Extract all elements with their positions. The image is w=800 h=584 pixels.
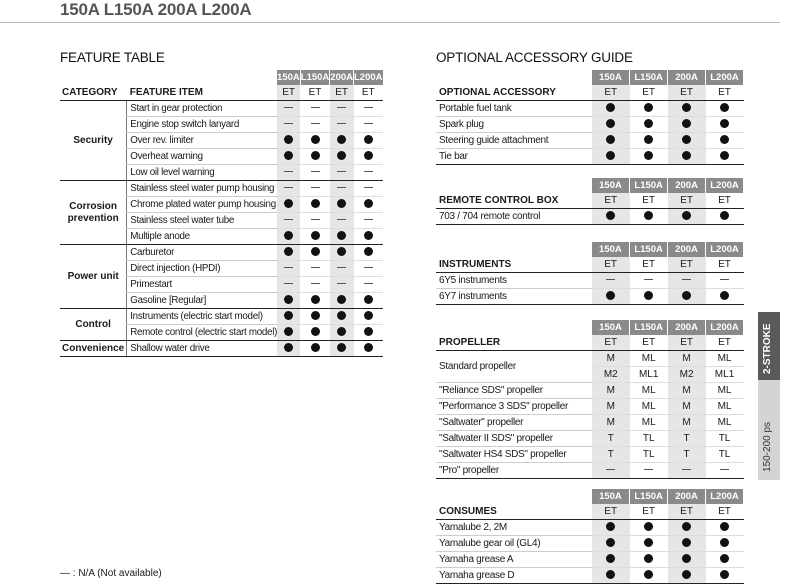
divider: [0, 22, 780, 23]
accessory-item: "Saltwater HS4 SDS" propeller: [436, 447, 592, 463]
footnote: — : N/A (Not available): [60, 568, 162, 579]
col-feature-item: FEATURE ITEM: [127, 85, 277, 101]
available-dot: [682, 119, 691, 128]
table-row: [436, 447, 744, 463]
feature-item: Direct injection (HPDI): [127, 261, 277, 277]
available-dot: [720, 103, 729, 112]
accessory-item: "Reliance SDS" propeller: [436, 383, 592, 399]
value-text: ML: [717, 352, 732, 364]
model-header: 200A: [330, 70, 354, 85]
side-tab-stroke: 2-STROKE: [762, 323, 773, 374]
available-dot: [311, 135, 320, 144]
table-row: [436, 399, 744, 415]
table-row: [60, 309, 383, 325]
available-dot: [337, 327, 346, 336]
accessory-section: [436, 178, 744, 225]
available-dot: [311, 327, 320, 336]
na-dash: [337, 219, 346, 220]
available-dot: [337, 295, 346, 304]
accessory-item: "Pro" propeller: [436, 463, 592, 479]
available-dot: [644, 135, 653, 144]
et-label: ET: [706, 85, 744, 101]
na-dash: [311, 107, 320, 108]
section-header: CONSUMES: [436, 504, 592, 520]
value-text: T: [683, 448, 690, 460]
accessory-item: 6Y7 instruments: [436, 289, 592, 305]
table-row: [60, 245, 383, 261]
value-text: ML: [641, 384, 656, 396]
available-dot: [337, 135, 346, 144]
available-dot: [364, 231, 373, 240]
value-text: T: [607, 448, 614, 460]
value-text: ML1: [714, 368, 735, 380]
na-dash: [720, 279, 729, 280]
category-label: Corrosion prevention: [60, 181, 127, 245]
table-row: [436, 552, 744, 568]
page-title: 150A L150A 200A L200A: [60, 0, 252, 19]
et-label: ET: [592, 85, 630, 101]
table-row: [436, 536, 744, 552]
na-dash: [364, 123, 373, 124]
available-dot: [284, 199, 293, 208]
table-row: [60, 341, 383, 357]
table-row: [436, 289, 744, 305]
value-text: TL: [718, 432, 731, 444]
value-text: T: [683, 432, 690, 444]
accessory-guide-title: OPTIONAL ACCESSORY GUIDE: [436, 50, 633, 65]
col-category: CATEGORY: [60, 85, 127, 101]
feature-item: Multiple anode: [127, 229, 277, 245]
available-dot: [311, 247, 320, 256]
available-dot: [364, 327, 373, 336]
side-tab-range: 150-200 ps: [762, 421, 773, 472]
accessory-item: Tie bar: [436, 149, 592, 165]
available-dot: [311, 231, 320, 240]
value-text: T: [607, 432, 614, 444]
model-header: L150A: [630, 178, 668, 193]
model-header: 150A: [277, 70, 300, 85]
value-text: ML: [641, 400, 656, 412]
model-header: 200A: [668, 178, 706, 193]
model-header: L200A: [706, 70, 744, 85]
accessory-item: 703 / 704 remote control: [436, 209, 592, 225]
table-row: [60, 101, 383, 117]
accessory-item: Yamalube 2, 2M: [436, 520, 592, 536]
na-dash: [682, 469, 691, 470]
value-text: M: [606, 384, 615, 396]
table-row: [436, 351, 744, 367]
accessory-section: [436, 320, 744, 479]
na-dash: [682, 279, 691, 280]
model-header: 150A: [592, 70, 630, 85]
category-label: Control: [60, 309, 127, 341]
accessory-item: Yamaha grease D: [436, 568, 592, 584]
na-dash: [284, 107, 293, 108]
value-text: ML: [717, 416, 732, 428]
available-dot: [682, 103, 691, 112]
available-dot: [644, 151, 653, 160]
available-dot: [720, 119, 729, 128]
feature-item: Gasoline [Regular]: [127, 293, 277, 309]
available-dot: [364, 151, 373, 160]
accessory-item: Steering guide attachment: [436, 133, 592, 149]
table-row: [436, 520, 744, 536]
available-dot: [364, 199, 373, 208]
feature-item: Start in gear protection: [127, 101, 277, 117]
available-dot: [311, 343, 320, 352]
available-dot: [682, 211, 691, 220]
na-dash: [606, 279, 615, 280]
available-dot: [284, 295, 293, 304]
value-text: M: [682, 400, 691, 412]
feature-item: Overheat warning: [127, 149, 277, 165]
value-text: TL: [642, 432, 655, 444]
value-text: M: [682, 384, 691, 396]
value-text: M: [682, 416, 691, 428]
na-dash: [364, 267, 373, 268]
available-dot: [682, 522, 691, 531]
available-dot: [337, 231, 346, 240]
available-dot: [720, 135, 729, 144]
available-dot: [284, 151, 293, 160]
available-dot: [284, 135, 293, 144]
na-dash: [364, 283, 373, 284]
accessory-item: "Performance 3 SDS" propeller: [436, 399, 592, 415]
et-label: ET: [630, 193, 668, 209]
na-dash: [311, 219, 320, 220]
et-label: ET: [668, 335, 706, 351]
et-label: ET: [668, 257, 706, 273]
available-dot: [644, 291, 653, 300]
table-row: [436, 383, 744, 399]
et-label: ET: [706, 504, 744, 520]
table-row: [436, 209, 744, 225]
available-dot: [284, 247, 293, 256]
available-dot: [606, 103, 615, 112]
et-label: ET: [668, 85, 706, 101]
value-text: ML: [641, 416, 656, 428]
value-text: M2: [679, 368, 694, 380]
value-text: M: [606, 400, 615, 412]
na-dash: [364, 107, 373, 108]
accessory-item: Yamalube gear oil (GL4): [436, 536, 592, 552]
available-dot: [364, 247, 373, 256]
available-dot: [682, 291, 691, 300]
model-header: 200A: [668, 242, 706, 257]
available-dot: [606, 522, 615, 531]
et-label: ET: [668, 193, 706, 209]
available-dot: [682, 538, 691, 547]
section-header: REMOTE CONTROL BOX: [436, 193, 592, 209]
available-dot: [606, 291, 615, 300]
available-dot: [311, 311, 320, 320]
available-dot: [720, 291, 729, 300]
et-label: ET: [300, 85, 330, 101]
available-dot: [606, 538, 615, 547]
et-label: ET: [354, 85, 384, 101]
table-row: [436, 415, 744, 431]
available-dot: [311, 151, 320, 160]
table-row: [436, 568, 744, 584]
value-text: M: [606, 416, 615, 428]
et-label: ET: [592, 335, 630, 351]
available-dot: [644, 570, 653, 579]
model-header: L200A: [706, 489, 744, 504]
na-dash: [337, 171, 346, 172]
model-header: L200A: [706, 242, 744, 257]
accessory-section: [436, 70, 744, 165]
et-label: ET: [668, 504, 706, 520]
value-text: ML: [717, 400, 732, 412]
available-dot: [284, 231, 293, 240]
na-dash: [337, 107, 346, 108]
accessory-item: "Saltwater II SDS" propeller: [436, 431, 592, 447]
available-dot: [284, 343, 293, 352]
category-label: Power unit: [60, 245, 127, 309]
model-header: 200A: [668, 70, 706, 85]
feature-item: Engine stop switch lanyard: [127, 117, 277, 133]
accessory-section: [436, 489, 744, 584]
available-dot: [720, 211, 729, 220]
available-dot: [720, 538, 729, 547]
value-text: TL: [718, 448, 731, 460]
na-dash: [284, 123, 293, 124]
na-dash: [364, 171, 373, 172]
model-header: L200A: [706, 320, 744, 335]
available-dot: [606, 119, 615, 128]
category-label: Convenience: [60, 341, 127, 357]
accessory-item: Portable fuel tank: [436, 101, 592, 117]
na-dash: [284, 283, 293, 284]
feature-item: Over rev. limiter: [127, 133, 277, 149]
na-dash: [337, 187, 346, 188]
available-dot: [644, 211, 653, 220]
available-dot: [311, 199, 320, 208]
feature-item: Stainless steel water pump housing: [127, 181, 277, 197]
et-label: ET: [592, 193, 630, 209]
feature-item: Primestart: [127, 277, 277, 293]
category-label: Security: [60, 101, 127, 181]
available-dot: [606, 151, 615, 160]
available-dot: [311, 295, 320, 304]
value-text: TL: [642, 448, 655, 460]
et-label: ET: [592, 257, 630, 273]
available-dot: [337, 151, 346, 160]
available-dot: [682, 554, 691, 563]
available-dot: [606, 211, 615, 220]
feature-item: Chrome plated water pump housing: [127, 197, 277, 213]
na-dash: [337, 123, 346, 124]
accessory-item: Spark plug: [436, 117, 592, 133]
table-row: [436, 101, 744, 117]
available-dot: [606, 570, 615, 579]
available-dot: [364, 135, 373, 144]
na-dash: [311, 283, 320, 284]
et-label: ET: [630, 504, 668, 520]
model-header: 150A: [592, 320, 630, 335]
available-dot: [720, 522, 729, 531]
available-dot: [606, 135, 615, 144]
feature-item: Stainless steel water tube: [127, 213, 277, 229]
model-header: 150A: [592, 489, 630, 504]
accessory-item: "Saltwater" propeller: [436, 415, 592, 431]
model-header: 200A: [668, 489, 706, 504]
table-row: [436, 273, 744, 289]
table-row: [436, 133, 744, 149]
value-text: ML1: [638, 368, 659, 380]
available-dot: [606, 554, 615, 563]
value-text: M: [606, 352, 615, 364]
et-label: ET: [330, 85, 354, 101]
available-dot: [682, 151, 691, 160]
available-dot: [364, 295, 373, 304]
na-dash: [311, 123, 320, 124]
value-text: ML: [641, 352, 656, 364]
et-label: ET: [630, 257, 668, 273]
available-dot: [720, 151, 729, 160]
na-dash: [720, 469, 729, 470]
table-row: [436, 149, 744, 165]
table-row: [436, 431, 744, 447]
table-row: [436, 117, 744, 133]
available-dot: [284, 327, 293, 336]
available-dot: [337, 343, 346, 352]
accessory-section: [436, 242, 744, 305]
na-dash: [644, 469, 653, 470]
value-text: M2: [603, 368, 618, 380]
available-dot: [284, 311, 293, 320]
table-row: [436, 463, 744, 479]
accessory-item: Standard propeller: [436, 351, 592, 383]
section-header: OPTIONAL ACCESSORY: [436, 85, 592, 101]
na-dash: [606, 469, 615, 470]
available-dot: [364, 343, 373, 352]
na-dash: [311, 171, 320, 172]
feature-item: Low oil level warning: [127, 165, 277, 181]
na-dash: [311, 267, 320, 268]
model-header: L150A: [630, 242, 668, 257]
model-header: L150A: [630, 70, 668, 85]
model-header: L200A: [354, 70, 384, 85]
available-dot: [337, 247, 346, 256]
na-dash: [364, 219, 373, 220]
model-header: 150A: [592, 178, 630, 193]
available-dot: [364, 311, 373, 320]
value-text: M: [682, 352, 691, 364]
et-label: ET: [706, 193, 744, 209]
na-dash: [284, 171, 293, 172]
available-dot: [644, 522, 653, 531]
na-dash: [284, 219, 293, 220]
model-header: L150A: [300, 70, 330, 85]
model-header: 200A: [668, 320, 706, 335]
available-dot: [644, 103, 653, 112]
available-dot: [644, 538, 653, 547]
et-label: ET: [630, 335, 668, 351]
na-dash: [284, 187, 293, 188]
feature-item: Remote control (electric start model): [127, 325, 277, 341]
model-header: L150A: [630, 320, 668, 335]
available-dot: [337, 199, 346, 208]
et-label: ET: [706, 257, 744, 273]
available-dot: [644, 554, 653, 563]
feature-item: Instruments (electric start model): [127, 309, 277, 325]
accessory-item: 6Y5 instruments: [436, 273, 592, 289]
na-dash: [284, 267, 293, 268]
available-dot: [337, 311, 346, 320]
available-dot: [682, 135, 691, 144]
section-header: INSTRUMENTS: [436, 257, 592, 273]
et-label: ET: [277, 85, 300, 101]
na-dash: [337, 283, 346, 284]
available-dot: [720, 554, 729, 563]
na-dash: [364, 187, 373, 188]
et-label: ET: [592, 504, 630, 520]
accessory-item: Yamaha grease A: [436, 552, 592, 568]
et-label: ET: [706, 335, 744, 351]
feature-item: Carburetor: [127, 245, 277, 261]
na-dash: [311, 187, 320, 188]
feature-table: [60, 70, 384, 357]
feature-table-title: FEATURE TABLE: [60, 50, 165, 65]
na-dash: [337, 267, 346, 268]
model-header: L200A: [706, 178, 744, 193]
table-row: [60, 181, 383, 197]
et-label: ET: [630, 85, 668, 101]
section-header: PROPELLER: [436, 335, 592, 351]
model-header: L150A: [630, 489, 668, 504]
available-dot: [682, 570, 691, 579]
na-dash: [644, 279, 653, 280]
model-header: 150A: [592, 242, 630, 257]
available-dot: [644, 119, 653, 128]
feature-item: Shallow water drive: [127, 341, 277, 357]
side-tab: [758, 312, 780, 480]
available-dot: [720, 570, 729, 579]
value-text: ML: [717, 384, 732, 396]
